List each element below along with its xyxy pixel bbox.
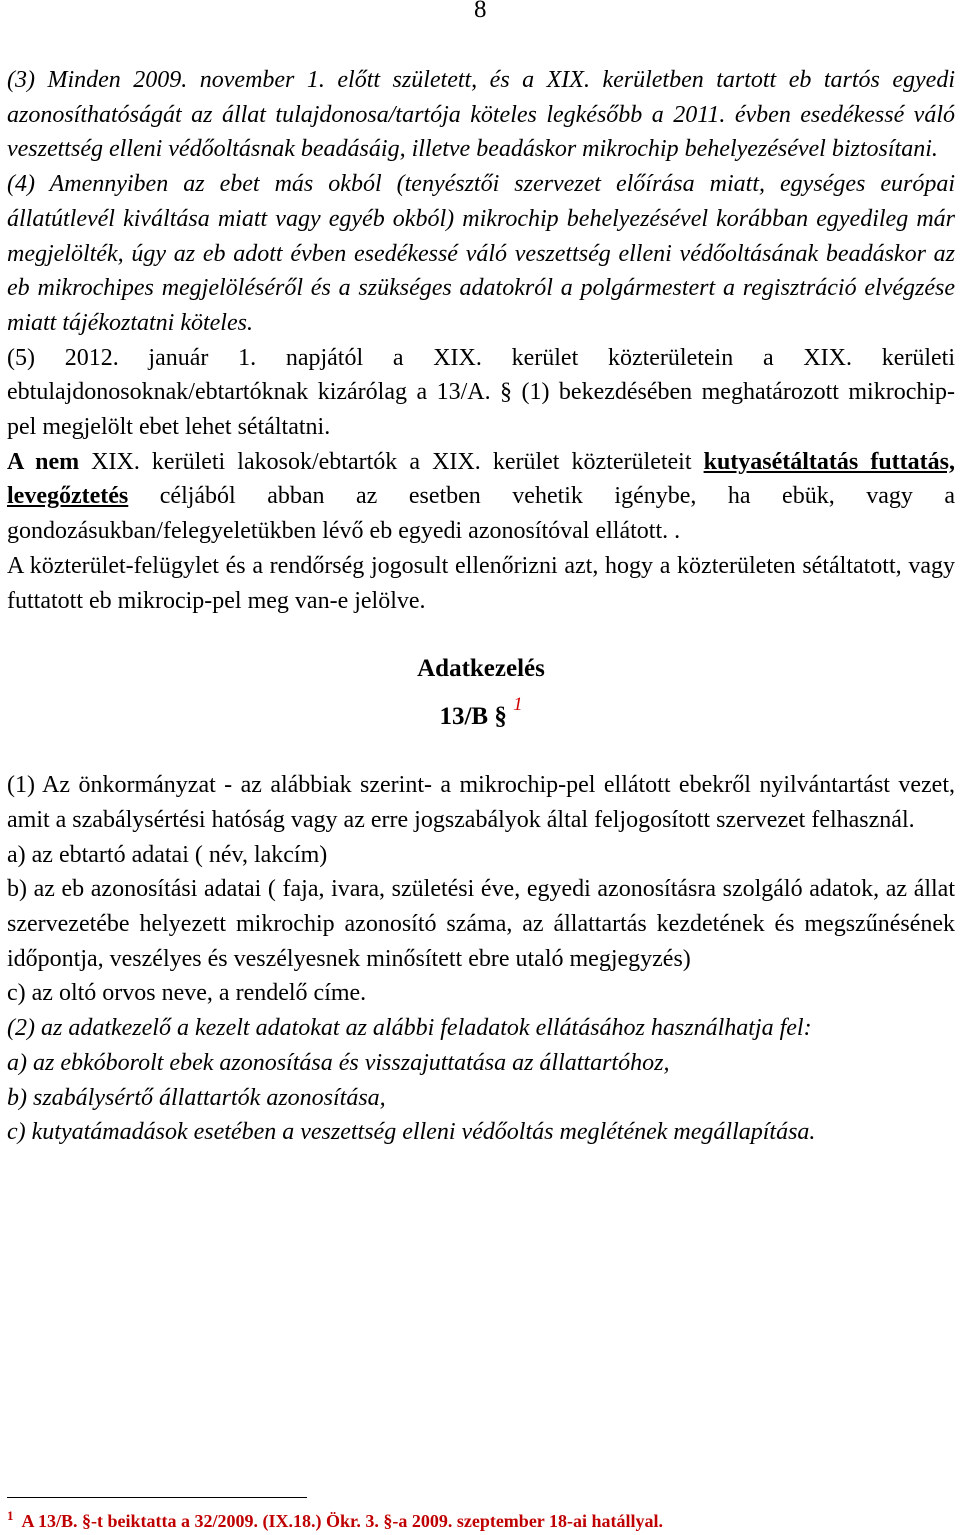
- emphasis-walking: kutyasétáltatás futtatás, levegőztetés: [7, 448, 955, 510]
- section-13b-item-1c: c) az oltó orvos neve, a rendelő címe.: [7, 980, 367, 1007]
- document-body: [7, 63, 955, 1150]
- section-heading: [7, 651, 955, 735]
- section-13b-item-2a: a) az ebkóborolt ebek azonosítása és visszajuttatása az állattartóhoz,: [7, 1049, 670, 1076]
- section-13b-paragraph-1: (1) Az önkormányzat - az alábbiak szerint- a mikrochip-pel ellátott ebekről nyilvántartást vezet, amit a szabálysértési hatóság vagy az erre jogszabályok által feljogosított szervezet felhasznál.: [7, 772, 955, 833]
- paragraph-4: (4) Amennyiben az ebet más okból (tenyésztői szervezet előírása miatt, egységes európai állatútlevél kiváltása miatt vagy egyéb okból) mikrochip behelyezésével korábban egyedileg már megjelölték, úgy az eb adott évben esedékessé váló veszettség elleni védőoltásának beadáskor az eb mikrochipes megjelöléséről és a szükséges adatokról a polgármestert a regisztráció elvégzése miatt tájékoztatni köteles.: [7, 171, 955, 336]
- section-sign: §: [494, 703, 507, 731]
- paragraph-3: (3) Minden 2009. november 1. előtt született, és a XIX. kerületben tartott eb tartós egyedi azonosíthatóságát az állat tulajdonosa/tartója köteles legkésőbb a 2011. évben esedékessé váló veszettség elleni védőoltásnak beadásáig, illetve beadáskor mikrochip behelyezésével biztosítani.: [7, 67, 955, 163]
- paragraph-inspection: A közterület-felügylet és a rendőrség jogosult ellenőrizni azt, hogy a közterületen sétáltatott, vagy futtatott eb mikrocip-pel meg van-e jelölve.: [7, 552, 955, 614]
- section-13b-item-1a: a) az ebtartó adatai ( név, lakcím): [7, 841, 328, 868]
- section-13b-paragraph-2: (2) az adatkezelő a kezelt adatokat az alábbi feladatok ellátásához használhatja fel:: [7, 1015, 812, 1042]
- section-number: 13/B: [439, 703, 489, 731]
- section-13b-item-2b: b) szabálysértő állattartók azonosítása,: [7, 1084, 386, 1111]
- section-13b-item-1b: b) az eb azonosítási adatai ( faja, ivara, születési éve, egyedi azonosításra szolgáló adatok, az állat szervezetébe helyezett mikrochip azonosító száma, az állattartás kezdetének és megszűnésének időpontja, veszélyes és veszélyesnek minősített ebre utaló megjegyzés): [7, 876, 955, 972]
- footnote-marker: 1: [7, 1508, 14, 1523]
- footnote-text: A 13/B. §-t beiktatta a 32/2009. (IX.18.) Ökr. 3. §-a 2009. szeptember 18-ai hatállyal.: [21, 1511, 663, 1531]
- footnote-divider: [7, 1497, 307, 1498]
- footnote: [7, 1508, 663, 1532]
- heading-section: [7, 687, 955, 735]
- paragraph-5: (5) 2012. január 1. napjától a XIX. kerület közterületein a XIX. kerületi ebtulajdonosoknak/ebtartóknak kizárólag a 13/A. § (1) bekezdésében meghatározott mikrochip-pel megjelölt ebet lehet sétáltatni.: [7, 344, 955, 441]
- section-13b-item-2c: c) kutyatámadások esetében a veszettség elleni védőoltás meglétének megállapítása.: [7, 1119, 816, 1146]
- page-number: 8: [474, 0, 487, 23]
- footnote-reference: 1: [513, 694, 523, 716]
- text-segment: XIX. kerületi lakosok/ebtartók a XIX. kerület közterületeit: [79, 448, 704, 475]
- heading-title: Adatkezelés: [417, 655, 545, 683]
- emphasis-a-nem: A nem: [7, 448, 80, 475]
- paragraph-non-resident: [7, 445, 955, 549]
- text-segment: céljából abban az esetben vehetik igénybe, ha ebük, vagy a gondozásukban/felegyeletükben lévő eb egyedi azonosítóval ellátott. .: [7, 483, 955, 545]
